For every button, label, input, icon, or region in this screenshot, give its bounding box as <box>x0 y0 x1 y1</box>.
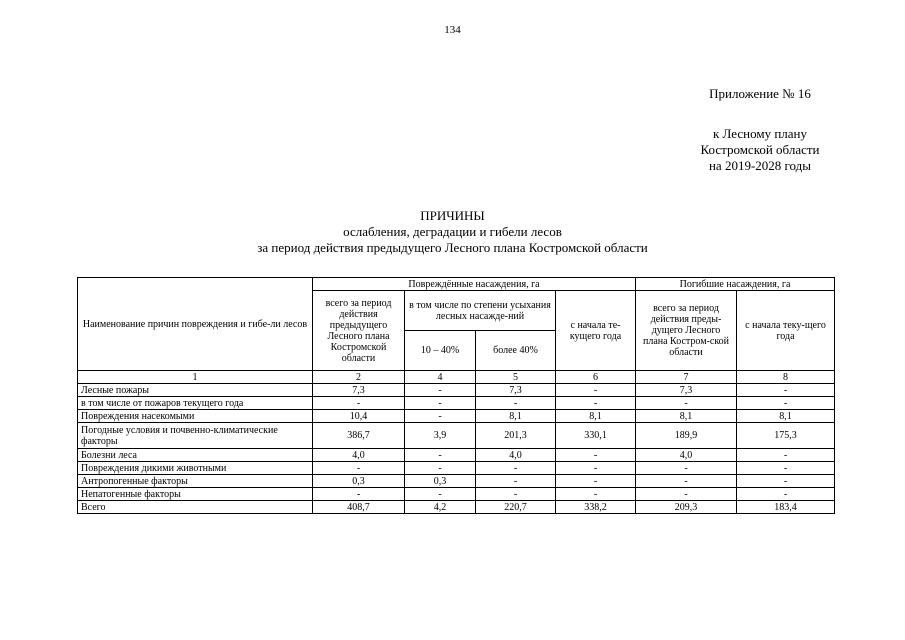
dead-total-value: - <box>636 488 737 501</box>
degree-10-40-value: 4,2 <box>405 501 476 514</box>
table-row-total <box>78 501 835 514</box>
damaged-total-value: 386,7 <box>313 423 405 449</box>
dead-current-value: - <box>737 462 835 475</box>
reference-line: на 2019-2028 годы <box>708 158 812 173</box>
degree-10-40-value: - <box>405 462 476 475</box>
table-row <box>78 384 835 397</box>
dead-total-value: 8,1 <box>636 410 737 423</box>
degree-10-40-value: - <box>405 397 476 410</box>
damaged-total-value: 0,3 <box>313 475 405 488</box>
damaged-total-value: 408,7 <box>313 501 405 514</box>
causes-table <box>77 277 835 514</box>
damaged-current-value: - <box>556 384 636 397</box>
dead-current-value: 175,3 <box>737 423 835 449</box>
header-damaged-group: Повреждённые насаждения, га <box>313 278 636 291</box>
damaged-total-value: - <box>313 488 405 501</box>
column-number: 8 <box>737 371 835 384</box>
cause-name: Повреждения дикими животными <box>78 462 313 475</box>
damaged-total-value: 4,0 <box>313 449 405 462</box>
header-degree-10-40: 10 – 40% <box>405 331 476 371</box>
dead-total-value: - <box>636 462 737 475</box>
appendix-label: Приложение № 16 <box>709 86 811 101</box>
degree-over-40-value: - <box>476 475 556 488</box>
degree-over-40-value: - <box>476 488 556 501</box>
dead-total-value: 209,3 <box>636 501 737 514</box>
dead-total-value: - <box>636 475 737 488</box>
table-row <box>78 449 835 462</box>
reference-line: к Лесному плану <box>712 126 807 141</box>
cause-name: Повреждения насекомыми <box>78 410 313 423</box>
cause-name: Всего <box>78 501 313 514</box>
degree-10-40-value: - <box>405 384 476 397</box>
damaged-total-value: - <box>313 462 405 475</box>
degree-over-40-value: - <box>476 397 556 410</box>
degree-over-40-value: 7,3 <box>476 384 556 397</box>
plan-reference <box>655 126 865 174</box>
reference-line: Костромской области <box>700 142 820 157</box>
dead-current-value: - <box>737 397 835 410</box>
dead-current-value: - <box>737 488 835 501</box>
dead-total-value: 7,3 <box>636 384 737 397</box>
header-including-degree: в том числе по степени усыхания лесных насажде-ний <box>405 291 556 331</box>
dead-current-value: - <box>737 475 835 488</box>
damaged-current-value: - <box>556 462 636 475</box>
degree-10-40-value: 0,3 <box>405 475 476 488</box>
header-dead-total: всего за период действия преды-дущего Лесного плана Костром-ской области <box>636 291 737 371</box>
column-number: 5 <box>476 371 556 384</box>
damaged-total-value: 7,3 <box>313 384 405 397</box>
table-row <box>78 410 835 423</box>
header-dead-current: с начала теку-щего года <box>737 291 835 371</box>
title-line: ослабления, деградации и гибели лесов <box>343 224 562 239</box>
damaged-current-value: - <box>556 475 636 488</box>
header-degree-over-40: более 40% <box>476 331 556 371</box>
table-row <box>78 423 835 449</box>
table-row <box>78 475 835 488</box>
header-dead-group: Погибшие насаждения, га <box>636 278 835 291</box>
header-damaged-total: всего за период действия предыдущего Лесного плана Костромской области <box>313 291 405 371</box>
degree-over-40-value: 8,1 <box>476 410 556 423</box>
cause-name: Погодные условия и почвенно-климатические факторы <box>78 423 313 449</box>
degree-10-40-value: - <box>405 410 476 423</box>
dead-current-value: - <box>737 449 835 462</box>
damaged-current-value: - <box>556 397 636 410</box>
column-number: 2 <box>313 371 405 384</box>
damaged-total-value: 10,4 <box>313 410 405 423</box>
header-cause-name: Наименование причин повреждения и гибе-ли лесов <box>78 278 313 371</box>
degree-10-40-value: 3,9 <box>405 423 476 449</box>
damaged-current-value: - <box>556 449 636 462</box>
dead-current-value: - <box>737 384 835 397</box>
column-number: 4 <box>405 371 476 384</box>
damaged-current-value: 338,2 <box>556 501 636 514</box>
degree-over-40-value: 220,7 <box>476 501 556 514</box>
table-row <box>78 462 835 475</box>
title-line: за период действия предыдущего Лесного плана Костромской области <box>257 240 648 255</box>
cause-name: в том числе от пожаров текущего года <box>78 397 313 410</box>
table-row <box>78 488 835 501</box>
dead-total-value: 4,0 <box>636 449 737 462</box>
damaged-current-value: 8,1 <box>556 410 636 423</box>
document-title <box>0 208 905 256</box>
cause-name: Непатогенные факторы <box>78 488 313 501</box>
column-number: 1 <box>78 371 313 384</box>
dead-current-value: 183,4 <box>737 501 835 514</box>
dead-total-value: 189,9 <box>636 423 737 449</box>
degree-10-40-value: - <box>405 488 476 501</box>
damaged-total-value: - <box>313 397 405 410</box>
cause-name: Антропогенные факторы <box>78 475 313 488</box>
table-row <box>78 397 835 410</box>
degree-over-40-value: 201,3 <box>476 423 556 449</box>
dead-total-value: - <box>636 397 737 410</box>
damaged-current-value: 330,1 <box>556 423 636 449</box>
header-damaged-current: с начала те-кущего года <box>556 291 636 371</box>
damaged-current-value: - <box>556 488 636 501</box>
cause-name: Лесные пожары <box>78 384 313 397</box>
degree-10-40-value: - <box>405 449 476 462</box>
column-number: 6 <box>556 371 636 384</box>
degree-over-40-value: 4,0 <box>476 449 556 462</box>
column-number: 7 <box>636 371 737 384</box>
title-main: ПРИЧИНЫ <box>420 208 485 223</box>
cause-name: Болезни леса <box>78 449 313 462</box>
degree-over-40-value: - <box>476 462 556 475</box>
page-number: 134 <box>444 24 461 36</box>
dead-current-value: 8,1 <box>737 410 835 423</box>
